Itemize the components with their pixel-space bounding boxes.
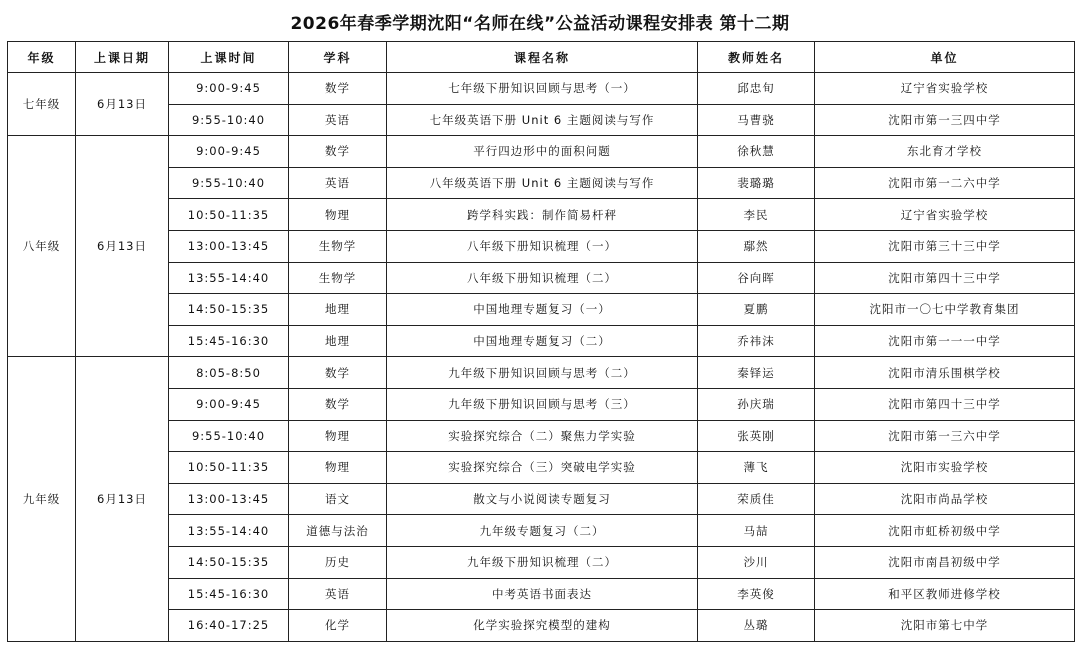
cell-time: 13:00-13:45 <box>169 230 289 262</box>
header-course: 课程名称 <box>387 42 698 73</box>
cell-teacher: 鄢然 <box>698 230 815 262</box>
header-teacher: 教师姓名 <box>698 42 815 73</box>
cell-unit: 沈阳市第四十三中学 <box>815 262 1075 294</box>
cell-teacher: 谷向晖 <box>698 262 815 294</box>
cell-grade: 八年级 <box>8 136 76 357</box>
cell-course: 中国地理专题复习（一） <box>387 294 698 326</box>
cell-teacher: 夏鹏 <box>698 294 815 326</box>
table-row <box>8 73 1075 105</box>
table-row <box>8 325 1075 357</box>
cell-subject: 数学 <box>289 357 387 389</box>
cell-subject: 英语 <box>289 167 387 199</box>
cell-course: 八年级下册知识梳理（二） <box>387 262 698 294</box>
cell-time: 14:50-15:35 <box>169 294 289 326</box>
table-row <box>8 578 1075 610</box>
cell-teacher: 马曹骁 <box>698 104 815 136</box>
cell-subject: 物理 <box>289 199 387 231</box>
table-row <box>8 452 1075 484</box>
cell-time: 9:00-9:45 <box>169 388 289 420</box>
table-row <box>8 515 1075 547</box>
cell-subject: 历史 <box>289 546 387 578</box>
cell-course: 八年级下册知识梳理（一） <box>387 230 698 262</box>
cell-unit: 沈阳市实验学校 <box>815 452 1075 484</box>
cell-course: 七年级下册知识回顾与思考（一） <box>387 73 698 105</box>
table-row <box>8 230 1075 262</box>
cell-course: 平行四边形中的面积问题 <box>387 136 698 168</box>
cell-unit: 沈阳市一〇七中学教育集团 <box>815 294 1075 326</box>
cell-course: 化学实验探究模型的建构 <box>387 610 698 642</box>
cell-unit: 沈阳市尚品学校 <box>815 483 1075 515</box>
header-date: 上课日期 <box>76 42 169 73</box>
cell-teacher: 丛璐 <box>698 610 815 642</box>
cell-subject: 地理 <box>289 325 387 357</box>
cell-time: 13:55-14:40 <box>169 515 289 547</box>
cell-course: 散文与小说阅读专题复习 <box>387 483 698 515</box>
cell-subject: 语文 <box>289 483 387 515</box>
cell-time: 9:55-10:40 <box>169 167 289 199</box>
cell-course: 九年级下册知识回顾与思考（三） <box>387 388 698 420</box>
cell-subject: 物理 <box>289 452 387 484</box>
cell-unit: 辽宁省实验学校 <box>815 73 1075 105</box>
table-row <box>8 483 1075 515</box>
table-row <box>8 388 1075 420</box>
cell-teacher: 马喆 <box>698 515 815 547</box>
cell-time: 14:50-15:35 <box>169 546 289 578</box>
cell-teacher: 徐秋慧 <box>698 136 815 168</box>
table-row <box>8 167 1075 199</box>
cell-subject: 化学 <box>289 610 387 642</box>
cell-time: 9:55-10:40 <box>169 420 289 452</box>
cell-subject: 数学 <box>289 388 387 420</box>
cell-time: 9:00-9:45 <box>169 73 289 105</box>
cell-time: 13:55-14:40 <box>169 262 289 294</box>
cell-teacher: 李英俊 <box>698 578 815 610</box>
cell-unit: 沈阳市清乐围棋学校 <box>815 357 1075 389</box>
cell-subject: 生物学 <box>289 262 387 294</box>
cell-course: 跨学科实践：制作简易杆秤 <box>387 199 698 231</box>
cell-unit: 沈阳市第一三六中学 <box>815 420 1075 452</box>
cell-date: 6月13日 <box>76 73 169 136</box>
table-row <box>8 357 1075 389</box>
table-row <box>8 199 1075 231</box>
cell-time: 10:50-11:35 <box>169 199 289 231</box>
table-row <box>8 420 1075 452</box>
cell-time: 10:50-11:35 <box>169 452 289 484</box>
table-header-row <box>8 42 1075 73</box>
table-row <box>8 262 1075 294</box>
cell-grade: 九年级 <box>8 357 76 641</box>
schedule-table <box>7 41 1075 642</box>
page-title: 2026年春季学期沈阳“名师在线”公益活动课程安排表 第十二期 <box>290 14 790 34</box>
cell-unit: 沈阳市第一二六中学 <box>815 167 1075 199</box>
cell-time: 15:45-16:30 <box>169 578 289 610</box>
cell-time: 9:00-9:45 <box>169 136 289 168</box>
cell-unit: 沈阳市第七中学 <box>815 610 1075 642</box>
cell-teacher: 荣质佳 <box>698 483 815 515</box>
cell-grade: 七年级 <box>8 73 76 136</box>
header-time: 上课时间 <box>169 42 289 73</box>
cell-time: 13:00-13:45 <box>169 483 289 515</box>
table-row <box>8 136 1075 168</box>
cell-unit: 沈阳市虹桥初级中学 <box>815 515 1075 547</box>
cell-course: 中国地理专题复习（二） <box>387 325 698 357</box>
cell-course: 九年级专题复习（二） <box>387 515 698 547</box>
cell-time: 8:05-8:50 <box>169 357 289 389</box>
cell-course: 七年级英语下册 Unit 6 主题阅读与写作 <box>387 104 698 136</box>
cell-unit: 和平区教师进修学校 <box>815 578 1075 610</box>
cell-teacher: 张英刚 <box>698 420 815 452</box>
cell-time: 16:40-17:25 <box>169 610 289 642</box>
table-row <box>8 610 1075 642</box>
cell-course: 实验探究综合（三）突破电学实验 <box>387 452 698 484</box>
table-row <box>8 294 1075 326</box>
cell-teacher: 李民 <box>698 199 815 231</box>
cell-unit: 沈阳市第一一一中学 <box>815 325 1075 357</box>
cell-subject: 英语 <box>289 104 387 136</box>
cell-subject: 物理 <box>289 420 387 452</box>
cell-subject: 英语 <box>289 578 387 610</box>
cell-course: 八年级英语下册 Unit 6 主题阅读与写作 <box>387 167 698 199</box>
cell-teacher: 薄飞 <box>698 452 815 484</box>
cell-subject: 数学 <box>289 73 387 105</box>
cell-unit: 沈阳市第三十三中学 <box>815 230 1075 262</box>
cell-subject: 道德与法治 <box>289 515 387 547</box>
cell-teacher: 沙川 <box>698 546 815 578</box>
table-row <box>8 104 1075 136</box>
cell-teacher: 乔祎沫 <box>698 325 815 357</box>
cell-course: 实验探究综合（二）聚焦力学实验 <box>387 420 698 452</box>
cell-date: 6月13日 <box>76 136 169 357</box>
cell-unit: 东北育才学校 <box>815 136 1075 168</box>
cell-time: 15:45-16:30 <box>169 325 289 357</box>
header-subject: 学科 <box>289 42 387 73</box>
table-row <box>8 546 1075 578</box>
cell-subject: 地理 <box>289 294 387 326</box>
cell-course: 中考英语书面表达 <box>387 578 698 610</box>
cell-teacher: 裴璐璐 <box>698 167 815 199</box>
cell-unit: 辽宁省实验学校 <box>815 199 1075 231</box>
cell-subject: 数学 <box>289 136 387 168</box>
header-unit: 单位 <box>815 42 1075 73</box>
cell-unit: 沈阳市第四十三中学 <box>815 388 1075 420</box>
cell-teacher: 邱忠旬 <box>698 73 815 105</box>
cell-unit: 沈阳市南昌初级中学 <box>815 546 1075 578</box>
cell-course: 九年级下册知识回顾与思考（二） <box>387 357 698 389</box>
cell-date: 6月13日 <box>76 357 169 641</box>
cell-course: 九年级下册知识梳理（二） <box>387 546 698 578</box>
cell-unit: 沈阳市第一三四中学 <box>815 104 1075 136</box>
cell-teacher: 孙庆瑞 <box>698 388 815 420</box>
table-body <box>8 73 1075 642</box>
cell-teacher: 秦铎运 <box>698 357 815 389</box>
cell-time: 9:55-10:40 <box>169 104 289 136</box>
cell-subject: 生物学 <box>289 230 387 262</box>
header-grade: 年级 <box>8 42 76 73</box>
